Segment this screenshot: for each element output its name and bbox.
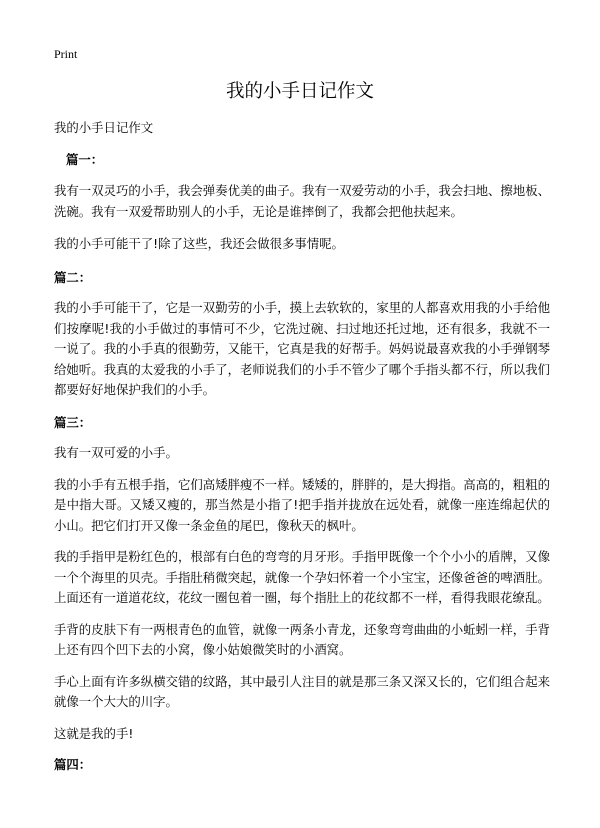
section-2-paragraph-1: 我的小手可能干了，它是一双勤劳的小手，摸上去软软的，家里的人都喜欢用我的小手给他们按摩呢!我的小手做过的事情可不少，它洗过碗、扫过地还托过地，还有很多，我就不一一说了。我的小手真的很勤劳，又能干，它真是我的好帮手。妈妈说最喜欢我的小手弹钢琴给她听。我真的太爱我的小手了，老师说我们的小手不管少了哪个手指头都不行，所以我们都要好好地保护我们的小手。 — [54, 300, 550, 397]
section-heading-1: 篇一： — [66, 151, 104, 167]
section-3-paragraph-3: 我的手指甲是粉红色的，根部有白色的弯弯的月牙形。手指甲既像一个个小小的盾牌，又像一个个海里的贝壳。手指肚稍微突起，就像一个孕妇怀着一个小宝宝，还像爸爸的啤酒肚。上面还有一道道花纹，花纹一圈包着一圈，每个指肚上的花纹都不一样，看得我眼花缭乱。 — [54, 549, 550, 605]
section-3-paragraph-4: 手背的皮肤下有一两根青色的血管，就像一两条小青龙，还象弯弯曲曲的小蚯蚓一样，手背上还有四个凹下去的小窝，像小姑娘微笑时的小酒窝。 — [54, 621, 550, 657]
section-heading-3: 篇三： — [54, 414, 92, 430]
section-1-paragraph-2: 我的小手可能干了!除了这些，我还会做很多事情呢。 — [54, 236, 344, 251]
section-3-paragraph-1: 我有一双可爱的小手。 — [54, 445, 178, 460]
document-title: 我的小手日记作文 — [225, 81, 374, 102]
intro-line: 我的小手日记作文 — [54, 120, 154, 135]
section-3-paragraph-6: 这就是我的手! — [54, 725, 134, 741]
section-3-paragraph-5: 手心上面有许多纵横交错的纹路，其中最引人注目的就是那三条又深又长的，它们组合起来就像一个大大的川字。 — [54, 673, 550, 709]
print-label: Print — [54, 47, 78, 61]
document-body — [54, 118, 550, 776]
section-1-paragraph-1: 我有一双灵巧的小手，我会弹奏优美的曲子。我有一双爱劳动的小手，我会扫地、擦地板、洗碗。我有一双爱帮助别人的小手，无论是谁摔倒了，我都会把他扶起来。 — [54, 183, 550, 219]
section-heading-4: 篇四： — [54, 757, 92, 772]
section-heading-2: 篇二： — [54, 269, 92, 285]
section-3-paragraph-2: 我的小手有五根手指，它们高矮胖瘦不一样。矮矮的，胖胖的，是大拇指。高高的，粗粗的是中指大哥。又矮又瘦的，那当然是小指了!把手指并拢放在远处看，就像一座连绵起伏的小山。把它们打开又像一条金鱼的尾巴，像秋天的枫叶。 — [54, 476, 550, 533]
